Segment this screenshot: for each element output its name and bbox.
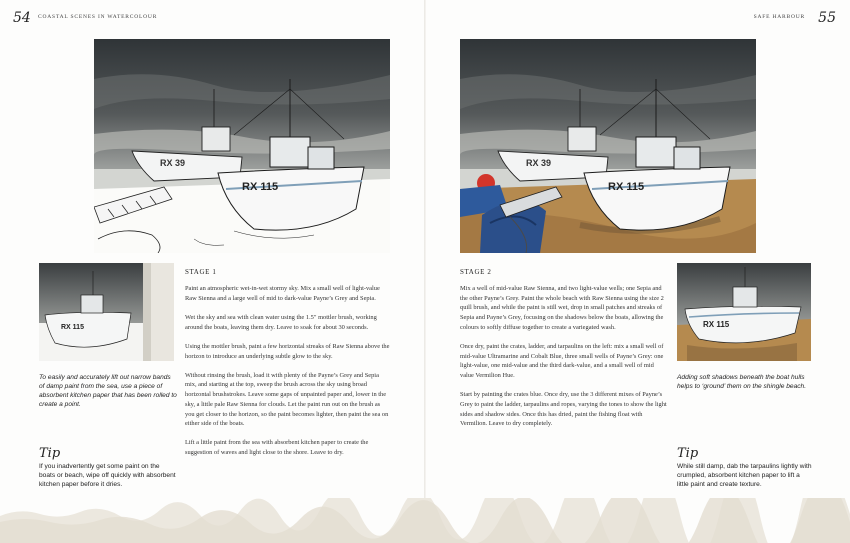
stage-1-paragraph: Using the mottler brush, paint a few horizontal streaks of Raw Sienna above the horizon to introduce an underlying subtle glow to the sky.: [185, 342, 390, 360]
stage-2-heading: STAGE 2: [460, 268, 492, 276]
stage-1-paragraph: Paint an atmospheric wet-in-wet stormy sky. Mix a small well of light-value Raw Sienna and a large well of mid to dark-value Payne’s Grey and Sepia.: [185, 285, 380, 302]
left-tip-text: If you inadvertently get some paint on the boats or beach, wipe off quickly with absorbent kitchen paper before it dries.: [39, 463, 176, 489]
lifting-paint-photo: [39, 263, 174, 361]
boat-shadow-photo: [677, 263, 811, 361]
stage-2-paragraph: Once dry, paint the crates, ladder, and tarpaulins on the left: mix a small well of mid-value Ultramarine and Cobalt Blue, three small wells of Payne’s Grey: one light-value, one mid-value and the third dark-value, and a small well of mid value Vermilion Hue.: [460, 343, 664, 380]
stage-1-heading: STAGE 1: [185, 268, 217, 276]
boat-number-back: RX 39: [526, 158, 552, 168]
left-tip-heading: Tip: [39, 446, 61, 461]
right-tip-text: While still damp, dab the tarpaulins lightly with crumpled, absorbent kitchen paper to lift a little paint and create texture.: [677, 463, 812, 489]
running-head-left: COASTAL SCENES IN WATERCOLOUR: [38, 14, 158, 20]
stage-2-paragraph: Start by painting the crates blue. Once dry, use the 3 different mixes of Payne’s Grey to paint the ladder, tarpaulins and ropes, varying the tones to show the light sides and shadow sides. Once this has dried, paint the fishing float with Vermilion. Leave to dry completely.: [460, 391, 667, 428]
lifting-paint-photo-art: [39, 263, 174, 361]
right-tip-heading: Tip: [677, 446, 699, 461]
boat-number-back: RX 39: [160, 158, 186, 168]
stage-1-paragraph: Wet the sky and sea with clean water using the 1.5" mottler brush, working around the boats, leaving them dry. Leave to soak for about 30 seconds.: [185, 313, 377, 331]
stage-2-painting-art: [460, 39, 756, 253]
stage-1-painting-art: [94, 39, 390, 253]
boat-shadow-photo-art: [677, 263, 811, 361]
left-image-caption: To easily and accurately lift out narrow bands of damp paint from the sea, use a piece of absorbent kitchen paper that has been rolled to create a point.: [39, 374, 177, 408]
inset-boat-number: RX 115: [61, 324, 84, 331]
boat-number-front: RX 115: [242, 181, 279, 193]
stage-2-painting: [460, 39, 756, 253]
page-number-left: 54: [13, 10, 31, 26]
stage-2-paragraph: Mix a well of mid-value Raw Sienna, and two light-value wells; one Sepia and the other Payne’s Grey. Paint the whole beach with Raw Sienna using the size 2 quill brush, and while the paint is still wet, drop in small patches and streaks of Sepia and Payne’s Grey, focusing on the shadows below the boats, allowing the colours to softly diffuse together to create a variegated wash.: [460, 285, 664, 331]
stage-1-paragraph: Without rinsing the brush, load it with plenty of the Payne’s Grey and Sepia mix, and starting at the top, sweep the brush across the sky using broad horizontal brushstrokes. Leave some gaps of unpainted paper and, lower in the sky, a little pale Raw Sienna for clouds. Let the paint run out on the brush as you get closer to the horizon, so the paint becomes lighter, then paint the sea on either side of the boats.: [185, 371, 389, 428]
torn-paper-edge: [0, 498, 850, 543]
page-number-right: 55: [818, 10, 836, 26]
stage-1-painting: [94, 39, 390, 253]
running-head-right: SAFE HARBOUR: [753, 14, 805, 20]
stage-1-paragraph: Lift a little paint from the sea with absorbent kitchen paper to create the suggestion of waves and light close to the shore. Leave to dry.: [185, 439, 369, 457]
page-gutter: [424, 0, 426, 543]
stage-1-body: [185, 284, 390, 467]
inset-boat-number: RX 115: [703, 320, 730, 329]
boat-number-front: RX 115: [608, 181, 645, 193]
right-image-caption: Adding soft shadows beneath the boat hulls helps to ‘ground’ them on the shingle beach.: [677, 374, 807, 390]
stage-2-body: [460, 284, 668, 439]
